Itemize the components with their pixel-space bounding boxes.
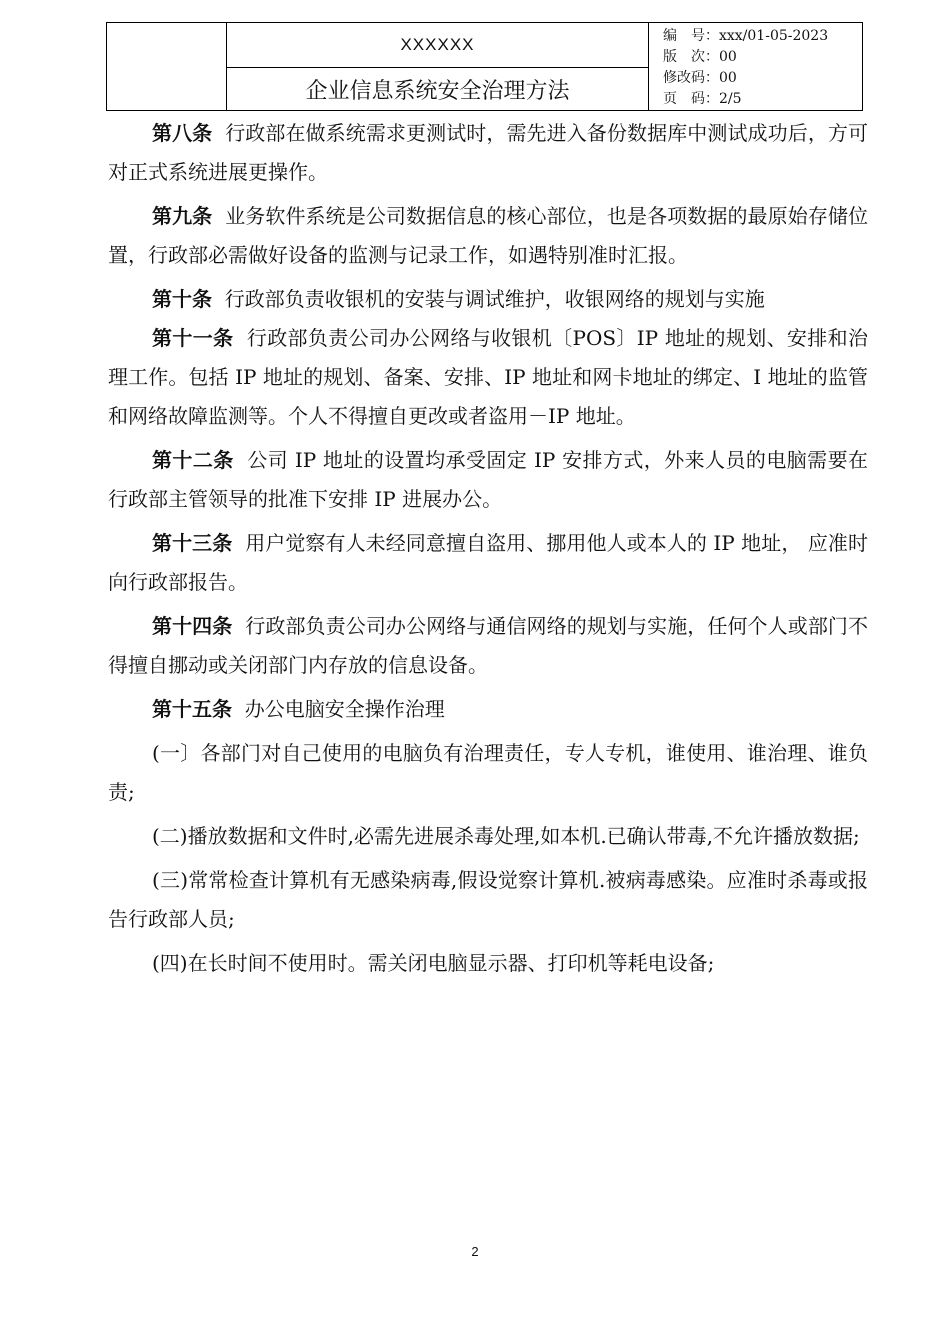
article-12-title: 第十二条 <box>152 448 234 472</box>
article-12-text: 公司 IP 地址的设置均承受固定 IP 安排方式，外来人员的电脑需要在行政部主管领导的批准下安排 IP 进展办公。 <box>108 448 868 511</box>
article-9-title: 第九条 <box>152 204 213 228</box>
article-15 <box>108 690 868 729</box>
meta-code: 编 号：xxx/01-05-2023 <box>663 28 829 44</box>
article-13-text: 用户觉察有人未经同意擅自盗用、挪用他人或本人的 IP 地址， 应准时向行政部报告。 <box>108 531 868 594</box>
article-8-text: 行政部在做系统需求更测试时，需先进入备份数据库中测试成功后，方可对正式系统进展更操作。 <box>108 121 869 184</box>
company-name: XXXXXX <box>227 23 648 68</box>
meta-version: 版 次：00 <box>663 49 737 65</box>
article-10-text: 行政部负责收银机的安装与调试维护，收银网络的规划与实施 <box>224 287 765 311</box>
document-body <box>108 114 868 988</box>
document-meta <box>649 26 862 110</box>
list-item-4: (四)在长时间不使用时。需关闭电脑显示器、打印机等耗电设备; <box>152 951 715 975</box>
article-11-title: 第十一条 <box>152 326 234 350</box>
article-10 <box>108 280 868 319</box>
article-11-text: 行政部负责公司办公网络与收银机〔POS〕IP 地址的规划、安排和治理工作。包括 IP 地址的规划、备案、安排、IP 地址和网卡地址的绑定、I 地址的监管和网络故障监测等。个人不得擅自更改或者盗用－IP 地址。 <box>108 326 868 428</box>
logo-cell <box>107 23 227 110</box>
page-number: 2 <box>471 1244 479 1259</box>
title-cell <box>227 23 649 110</box>
article-11 <box>108 319 868 436</box>
article-13 <box>108 524 868 602</box>
meta-page: 页 码：2/5 <box>663 91 742 107</box>
meta-revision: 修改码：00 <box>663 70 737 86</box>
article-15-title: 第十五条 <box>152 697 232 721</box>
article-14-title: 第十四条 <box>152 614 233 638</box>
article-8-title: 第八条 <box>152 121 213 145</box>
article-9-text: 业务软件系统是公司数据信息的核心部位，也是各项数据的最原始存储位置，行政部必需做好设备的监测与记录工作，如遇特别准时汇报。 <box>108 204 869 267</box>
article-10-title: 第十条 <box>152 287 212 311</box>
article-8 <box>108 114 868 192</box>
list-item-3: (三)常常检查计算机有无感染病毒,假设觉察计算机.被病毒感染。应准时杀毒或报告行政部人员; <box>108 868 868 931</box>
document-header-table <box>106 22 863 111</box>
list-item-1: (一〕各部门对自己使用的电脑负有治理责任，专人专机，谁使用、谁治理、谁负责; <box>108 741 868 804</box>
article-14-text: 行政部负责公司办公网络与通信网络的规划与实施，任何个人或部门不得擅自挪动或关闭部门内存放的信息设备。 <box>108 614 869 677</box>
article-14 <box>108 607 868 685</box>
list-item-2: (二)播放数据和文件时,必需先进展杀毒处理,如本机.已确认带毒,不允许播放数据; <box>152 824 860 848</box>
article-13-title: 第十三条 <box>152 531 233 555</box>
article-9 <box>108 197 868 275</box>
article-12 <box>108 441 868 519</box>
document-title: 企业信息系统安全治理方法 <box>305 78 570 104</box>
article-15-text: 办公电脑安全操作治理 <box>244 697 445 721</box>
